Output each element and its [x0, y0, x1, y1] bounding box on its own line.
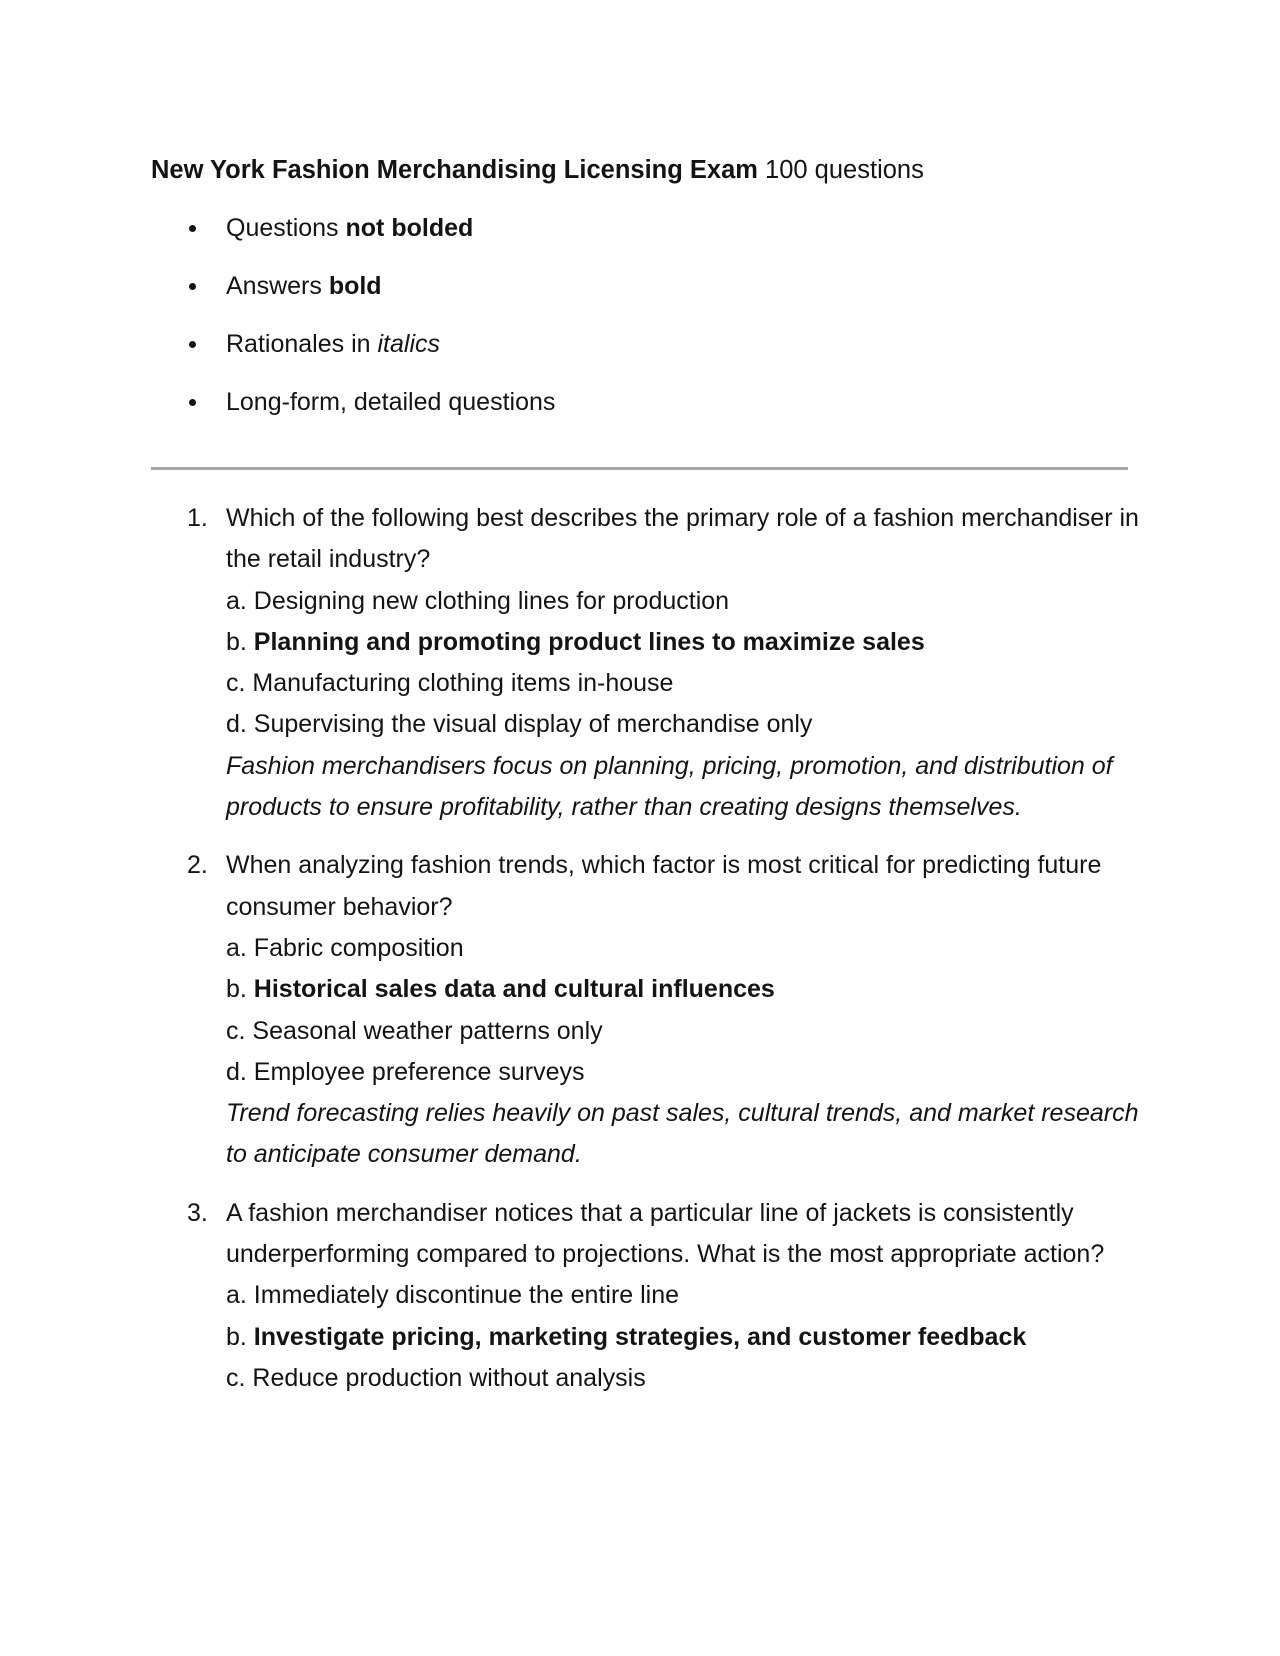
option-text: Reduce production without analysis — [252, 1363, 646, 1392]
option-d — [226, 1052, 1151, 1093]
option-d — [226, 704, 1151, 745]
title-rest: 100 questions — [757, 156, 924, 184]
option-c — [226, 1358, 1151, 1399]
option-c — [226, 663, 1151, 704]
option-text: Investigate pricing, marketing strategies, and customer feedback — [253, 1322, 1027, 1351]
legend-styled: not bolded — [345, 214, 474, 242]
legend-styled: italics — [377, 330, 440, 358]
option-a — [226, 1275, 1151, 1316]
question-text: When analyzing fashion trends, which factor is most critical for predicting future consumer behavior? — [226, 851, 1102, 921]
bullet-icon — [189, 283, 196, 290]
document-title — [151, 150, 924, 190]
rationale-text: Trend forecasting relies heavily on past sales, cultural trends, and market research to anticipate consumer demand. — [226, 1099, 1139, 1169]
option-letter: d. — [226, 1057, 254, 1086]
option-a — [226, 581, 1151, 622]
legend-styled: bold — [328, 272, 382, 300]
option-letter: a. — [226, 586, 254, 615]
legend-item — [151, 382, 555, 440]
legend-item — [151, 208, 555, 266]
legend-item — [151, 266, 555, 324]
question-text: A fashion merchandiser notices that a particular line of jackets is consistently underperforming compared to projections. What is the most appropriate action? — [226, 1198, 1105, 1269]
option-text: Immediately discontinue the entire line — [253, 1281, 680, 1310]
legend-prefix: Long-form, detailed questions — [226, 388, 556, 416]
option-letter: c. — [226, 1363, 253, 1392]
option-letter: a. — [226, 1281, 254, 1310]
rationale-text: Fashion merchandisers focus on planning, pricing, promotion, and distribution of products to ensure profitability, rather than creating designs themselves. — [226, 751, 1113, 822]
question-number: 3. — [187, 1198, 208, 1227]
option-text: Supervising the visual display of merchandise only — [253, 710, 813, 739]
option-text: Designing new clothing lines for production — [253, 586, 730, 615]
option-text: Historical sales data and cultural influences — [253, 975, 775, 1004]
legend-prefix: Rationales in — [226, 330, 378, 358]
title-bold: New York Fashion Merchandising Licensing Exam — [151, 156, 758, 184]
bullet-icon — [189, 225, 196, 232]
option-letter: d. — [226, 710, 254, 739]
question-item — [151, 1193, 1151, 1399]
option-text: Seasonal weather patterns only — [252, 1016, 603, 1045]
option-letter: a. — [226, 933, 254, 962]
option-b-correct — [226, 969, 1151, 1010]
option-text: Planning and promoting product lines to maximize sales — [253, 627, 925, 656]
question-number: 1. — [187, 504, 208, 532]
horizontal-divider — [151, 467, 1128, 470]
option-c — [226, 1011, 1151, 1052]
option-b-correct — [226, 1317, 1151, 1358]
option-letter: b. — [226, 627, 254, 656]
question-list — [151, 498, 1151, 1416]
legend-prefix: Answers — [226, 272, 329, 300]
option-letter: c. — [226, 1016, 253, 1045]
option-text: Employee preference surveys — [253, 1057, 585, 1086]
question-text: Which of the following best describes the primary role of a fashion merchandiser in the retail industry? — [226, 504, 1139, 574]
bullet-icon — [189, 399, 196, 406]
option-text: Manufacturing clothing items in-house — [252, 669, 674, 698]
question-item — [151, 845, 1151, 1175]
bullet-icon — [189, 341, 196, 348]
option-letter: b. — [226, 1322, 254, 1351]
legend-prefix: Questions — [226, 214, 346, 242]
question-item — [151, 498, 1151, 828]
option-b-correct — [226, 622, 1151, 663]
question-number: 2. — [187, 851, 208, 880]
option-text: Fabric composition — [253, 933, 464, 962]
option-a — [226, 928, 1151, 969]
format-legend — [151, 208, 555, 440]
option-letter: b. — [226, 975, 254, 1004]
legend-item — [151, 324, 555, 382]
option-letter: c. — [226, 669, 253, 698]
